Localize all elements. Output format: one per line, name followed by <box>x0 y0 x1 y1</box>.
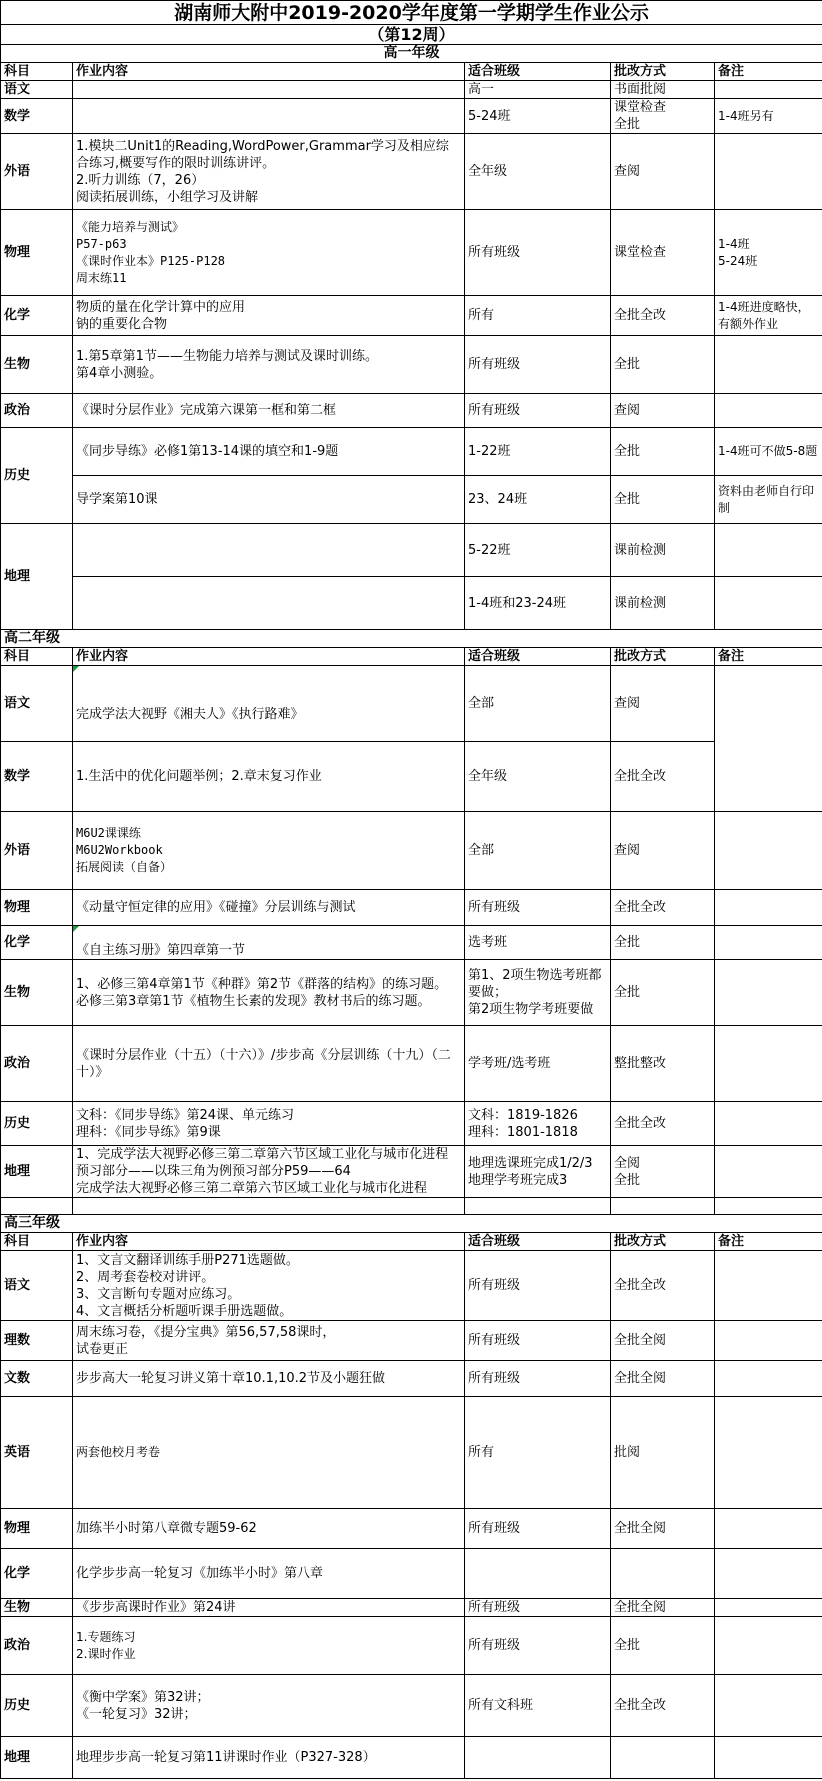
subject-cell: 历史 <box>1 1102 73 1146</box>
subject-cell: 地理 <box>1 1737 73 1779</box>
note-cell <box>715 1549 822 1599</box>
subject-cell: 政治 <box>1 1617 73 1675</box>
method-cell: 全批 <box>611 960 715 1026</box>
table-row <box>1 1321 822 1361</box>
content-cell: 文科：《同步导练》第24课、单元练习 理科：《同步导练》第9课 <box>73 1102 465 1146</box>
note-cell <box>715 394 822 428</box>
method-cell: 课前检测 <box>611 524 715 577</box>
method-cell: 书面批阅 <box>611 81 715 99</box>
content-cell <box>73 524 465 577</box>
note-cell <box>715 960 822 1026</box>
classes-cell: 所有班级 <box>465 1509 611 1549</box>
subject-cell: 地理 <box>1 524 73 630</box>
subject-cell: 生物 <box>1 336 73 394</box>
classes-cell: 所有班级 <box>465 1361 611 1397</box>
subject-cell: 化学 <box>1 1549 73 1599</box>
note-cell <box>715 1102 822 1146</box>
subject-cell: 历史 <box>1 428 73 524</box>
method-cell: 全批全改 <box>611 1675 715 1737</box>
table-row <box>1 99 822 134</box>
note-cell <box>715 81 822 99</box>
table-row <box>1 1509 822 1549</box>
subject-cell: 理数 <box>1 1321 73 1361</box>
table-row <box>1 577 822 630</box>
method-cell <box>611 1549 715 1599</box>
note-cell <box>715 666 822 812</box>
table-row <box>1 1675 822 1737</box>
note-cell <box>715 1599 822 1617</box>
method-cell: 全批全阅 <box>611 1361 715 1397</box>
table-row <box>1 1026 822 1102</box>
header-subject: 科目 <box>1 63 73 81</box>
note-cell <box>715 1675 822 1737</box>
classes-cell: 文科：1819-1826 理科：1801-1818 <box>465 1102 611 1146</box>
note-cell <box>715 1146 822 1198</box>
subject-cell: 地理 <box>1 1146 73 1198</box>
header-content: 作业内容 <box>73 63 465 81</box>
method-cell: 整批整改 <box>611 1026 715 1102</box>
table-row <box>1 476 822 524</box>
header-note: 备注 <box>715 63 822 81</box>
note-cell <box>715 336 822 394</box>
content-cell <box>73 81 465 99</box>
note-cell: 1-4班 5-24班 <box>715 210 822 296</box>
classes-cell: 第1、2项生物选考班都要做； 第2项生物学考班要做 <box>465 960 611 1026</box>
content-cell: 1.第5章第1节——生物能力培养与测试及课时训练。 第4章小测验。 <box>73 336 465 394</box>
header-subject: 科目 <box>1 1233 73 1251</box>
table-row <box>1 210 822 296</box>
note-cell <box>715 812 822 890</box>
table-row <box>1 812 822 890</box>
classes-cell: 所有班级 <box>465 890 611 926</box>
content-cell: 《动量守恒定律的应用》《碰撞》分层训练与测试 <box>73 890 465 926</box>
table-row <box>1 742 822 812</box>
table-row <box>1 1549 822 1599</box>
table-row <box>1 394 822 428</box>
header-method: 批改方式 <box>611 648 715 666</box>
table-row <box>1 1737 822 1779</box>
method-cell: 全批全改 <box>611 742 715 812</box>
header-classes: 适合班级 <box>465 63 611 81</box>
header-classes: 适合班级 <box>465 1233 611 1251</box>
classes-cell: 所有 <box>465 296 611 336</box>
content-cell: 1、文言文翻译训练手册P271选题做。 2、周考套卷校对讲评。 3、文言断句专题对应练习。 4、文言概括分析题听课手册选题做。 <box>73 1251 465 1321</box>
subject-cell: 物理 <box>1 890 73 926</box>
content-cell: 《步步高课时作业》第24讲 <box>73 1599 465 1617</box>
content-cell: 物质的量在化学计算中的应用 钠的重要化合物 <box>73 296 465 336</box>
note-cell <box>715 577 822 630</box>
classes-cell: 所有班级 <box>465 336 611 394</box>
method-cell: 全批 <box>611 428 715 476</box>
subject-cell: 物理 <box>1 1509 73 1549</box>
content-cell: 1.专题练习 2.课时作业 <box>73 1617 465 1675</box>
method-cell: 全批全阅 <box>611 1321 715 1361</box>
classes-cell: 地理选课班完成1/2/3 地理学考班完成3 <box>465 1146 611 1198</box>
content-cell: 《自主练习册》第四章第一节 <box>73 926 465 960</box>
grade3-label: 高三年级 <box>1 1215 822 1233</box>
method-cell <box>611 1737 715 1779</box>
content-cell: 周末练习卷，《提分宝典》第56,57,58课时， 试卷更正 <box>73 1321 465 1361</box>
content-cell: 化学步步高一轮复习《加练半小时》第八章 <box>73 1549 465 1599</box>
classes-cell: 5-24班 <box>465 99 611 134</box>
table-row <box>1 1146 822 1198</box>
classes-cell: 全部 <box>465 812 611 890</box>
table-row <box>1 926 822 960</box>
classes-cell: 所有班级 <box>465 210 611 296</box>
note-cell: 1-4班另有 <box>715 99 822 134</box>
classes-cell: 23、24班 <box>465 476 611 524</box>
table-row <box>1 890 822 926</box>
note-cell <box>715 1251 822 1321</box>
table-row <box>1 336 822 394</box>
subject-cell: 文数 <box>1 1361 73 1397</box>
table-row <box>1 428 822 476</box>
classes-cell: 全部 <box>465 666 611 742</box>
method-cell: 全阅 全批 <box>611 1146 715 1198</box>
content-cell: 两套他校月考卷 <box>73 1397 465 1509</box>
content-cell: 完成学法大视野《湘夫人》《执行路难》 <box>73 666 465 742</box>
note-cell <box>715 926 822 960</box>
classes-cell: 学考班/选考班 <box>465 1026 611 1102</box>
method-cell: 查阅 <box>611 666 715 742</box>
subject-cell: 语文 <box>1 1251 73 1321</box>
week-label: （第12周） <box>1 25 822 45</box>
classes-cell: 全年级 <box>465 134 611 210</box>
classes-cell: 所有班级 <box>465 1617 611 1675</box>
method-cell: 课堂检查 全批 <box>611 99 715 134</box>
table-row <box>1 1102 822 1146</box>
content-cell: 1、完成学法大视野必修三第二章第六节区域工业化与城市化进程预习部分——以珠三角为例预习部分P59——64 完成学法大视野必修三第二章第六节区域工业化与城市化进程 <box>73 1146 465 1198</box>
classes-cell <box>465 1737 611 1779</box>
header-note: 备注 <box>715 1233 822 1251</box>
note-cell: 1-4班可不做5-8题 <box>715 428 822 476</box>
note-cell <box>715 1397 822 1509</box>
header-note: 备注 <box>715 648 822 666</box>
method-cell: 全批全改 <box>611 1251 715 1321</box>
note-cell <box>715 1737 822 1779</box>
note-cell <box>715 1617 822 1675</box>
table-row <box>1 666 822 742</box>
classes-cell: 所有班级 <box>465 1599 611 1617</box>
header-classes: 适合班级 <box>465 648 611 666</box>
grade1-label: 高一年级 <box>1 45 822 63</box>
method-cell: 全批 <box>611 926 715 960</box>
content-cell: 《能力培养与测试》 P57-p63 《课时作业本》P125-P128 周末练11 <box>73 210 465 296</box>
table-row <box>1 1251 822 1321</box>
method-cell: 全批 <box>611 476 715 524</box>
classes-cell: 1-4班和23-24班 <box>465 577 611 630</box>
table-row <box>1 1599 822 1617</box>
classes-cell: 1-22班 <box>465 428 611 476</box>
method-cell: 全批全改 <box>611 890 715 926</box>
subject-cell: 数学 <box>1 99 73 134</box>
classes-cell: 选考班 <box>465 926 611 960</box>
content-cell: 地理步步高一轮复习第11讲课时作业（P327-328） <box>73 1737 465 1779</box>
method-cell: 查阅 <box>611 134 715 210</box>
method-cell: 全批全改 <box>611 296 715 336</box>
method-cell: 全批全阅 <box>611 1599 715 1617</box>
subject-cell: 数学 <box>1 742 73 812</box>
note-cell <box>715 1509 822 1549</box>
note-cell <box>715 134 822 210</box>
subject-cell: 生物 <box>1 960 73 1026</box>
method-cell: 批阅 <box>611 1397 715 1509</box>
table-row <box>1 1397 822 1509</box>
method-cell: 课堂检查 <box>611 210 715 296</box>
table-row <box>1 1361 822 1397</box>
content-cell: 导学案第10课 <box>73 476 465 524</box>
header-method: 批改方式 <box>611 1233 715 1251</box>
method-cell: 查阅 <box>611 812 715 890</box>
content-cell: M6U2课课练 M6U2Workbook 拓展阅读（自备） <box>73 812 465 890</box>
table-row <box>1 960 822 1026</box>
content-cell: 步步高大一轮复习讲义第十章10.1,10.2节及小题狂做 <box>73 1361 465 1397</box>
classes-cell: 高一 <box>465 81 611 99</box>
subject-cell: 政治 <box>1 394 73 428</box>
subject-cell: 政治 <box>1 1026 73 1102</box>
method-cell: 全批 <box>611 1617 715 1675</box>
note-cell <box>715 890 822 926</box>
note-cell <box>715 1321 822 1361</box>
method-cell: 全批 <box>611 336 715 394</box>
subject-cell: 生物 <box>1 1599 73 1617</box>
subject-cell: 外语 <box>1 134 73 210</box>
content-cell: 《课时分层作业（十五）（十六）》/步步高《分层训练（十九）（二十）》 <box>73 1026 465 1102</box>
classes-cell: 所有班级 <box>465 1321 611 1361</box>
subject-cell: 化学 <box>1 296 73 336</box>
content-cell: 1、必修三第4章第1节《种群》第2节《群落的结构》的练习题。 必修三第3章第1节《植物生长素的发现》教材书后的练习题。 <box>73 960 465 1026</box>
subject-cell: 语文 <box>1 666 73 742</box>
subject-cell: 语文 <box>1 81 73 99</box>
method-cell: 课前检测 <box>611 577 715 630</box>
table-row <box>1 296 822 336</box>
method-cell: 查阅 <box>611 394 715 428</box>
content-cell: 《衡中学案》第32讲； 《一轮复习》32讲； <box>73 1675 465 1737</box>
header-subject: 科目 <box>1 648 73 666</box>
note-cell <box>715 524 822 577</box>
classes-cell: 5-22班 <box>465 524 611 577</box>
subject-cell: 化学 <box>1 926 73 960</box>
table-row <box>1 81 822 99</box>
classes-cell: 全年级 <box>465 742 611 812</box>
method-cell: 全批全阅 <box>611 1509 715 1549</box>
classes-cell: 所有 <box>465 1397 611 1509</box>
content-cell <box>73 99 465 134</box>
classes-cell: 所有文科班 <box>465 1675 611 1737</box>
content-cell: 《同步导练》必修1第13-14课的填空和1-9题 <box>73 428 465 476</box>
note-cell <box>715 1026 822 1102</box>
table-row <box>1 134 822 210</box>
classes-cell: 所有班级 <box>465 1251 611 1321</box>
table-row <box>1 524 822 577</box>
classes-cell <box>465 1549 611 1599</box>
blank-row <box>1 1198 822 1215</box>
subject-cell: 历史 <box>1 1675 73 1737</box>
header-content: 作业内容 <box>73 648 465 666</box>
page-title: 湖南师大附中2019-2020学年度第一学期学生作业公示 <box>1 1 822 25</box>
subject-cell: 英语 <box>1 1397 73 1509</box>
table-row <box>1 1617 822 1675</box>
content-cell: 1.模块二Unit1的Reading,WordPower,Grammar学习及相应综合练习,概要写作的限时训练讲评。 2.听力训练（7，26） 阅读拓展训练，小组学习及讲解 <box>73 134 465 210</box>
content-cell: 加练半小时第八章微专题59-62 <box>73 1509 465 1549</box>
note-cell: 资料由老师自行印制 <box>715 476 822 524</box>
classes-cell: 所有班级 <box>465 394 611 428</box>
subject-cell: 物理 <box>1 210 73 296</box>
content-cell: 1.生活中的优化问题举例；2.章末复习作业 <box>73 742 465 812</box>
note-cell <box>715 1361 822 1397</box>
header-method: 批改方式 <box>611 63 715 81</box>
content-cell <box>73 577 465 630</box>
note-cell: 1-4班进度略快，有额外作业 <box>715 296 822 336</box>
subject-cell: 外语 <box>1 812 73 890</box>
header-content: 作业内容 <box>73 1233 465 1251</box>
method-cell: 全批全改 <box>611 1102 715 1146</box>
content-cell: 《课时分层作业》完成第六课第一框和第二框 <box>73 394 465 428</box>
grade2-label: 高二年级 <box>1 630 822 648</box>
